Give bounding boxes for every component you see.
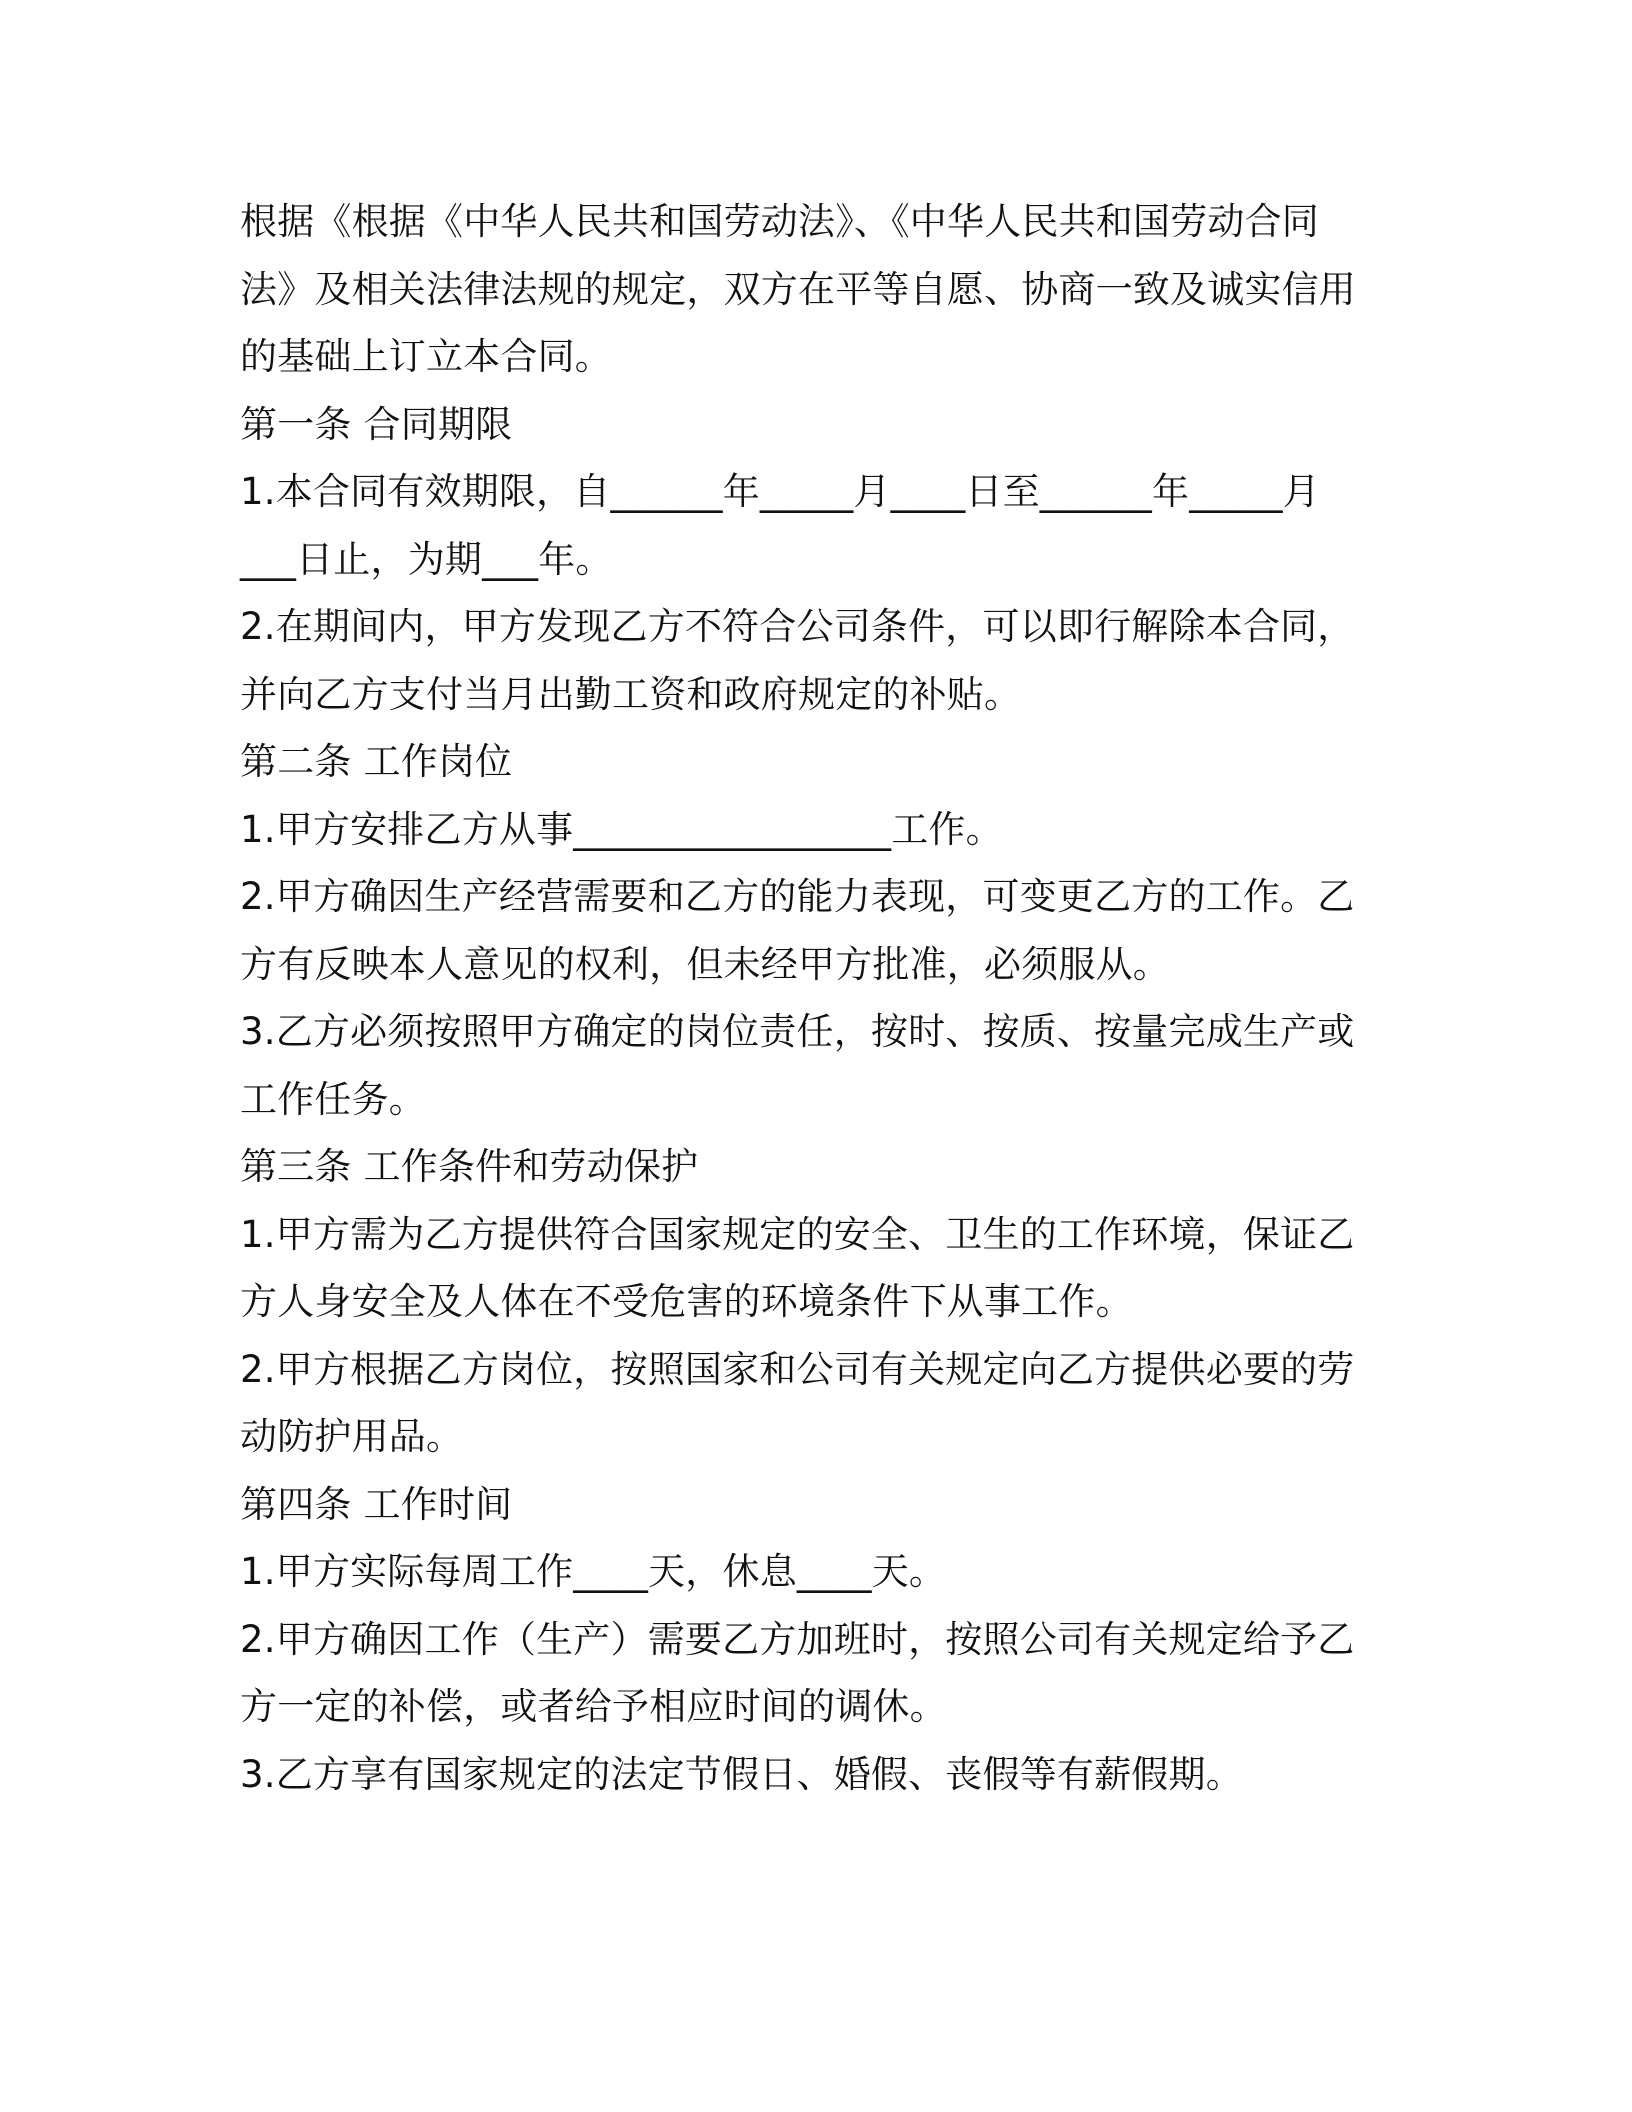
article-1-clause-1-cont: ___日止，为期___年。 (240, 537, 613, 581)
article-2-clause-2-cont: 方有反映本人意见的权利，但未经甲方批准，必须服从。 (240, 942, 1170, 986)
article-3-clause-2: 2.甲方根据乙方岗位，按照国家和公司有关规定向乙方提供必要的劳 (240, 1347, 1355, 1391)
article-3-clause-1: 1.甲方需为乙方提供符合国家规定的安全、卫生的工作环境，保证乙 (240, 1212, 1355, 1256)
article-4-clause-3: 3.乙方享有国家规定的法定节假日、婚假、丧假等有薪假期。 (240, 1752, 1243, 1796)
article-2-clause-2: 2.甲方确因生产经营需要和乙方的能力表现，可变更乙方的工作。乙 (240, 875, 1355, 918)
article-1-clause-2-cont: 并向乙方支付当月出勤工资和政府规定的补贴。 (240, 672, 1022, 716)
article-2-clause-3-cont: 工作任务。 (240, 1077, 426, 1121)
intro-line-1: 根据《根据《中华人民共和国劳动法》、《中华人民共和国劳动合同 (240, 200, 1319, 243)
article-4-clause-1: 1.甲方实际每周工作____天，休息____天。 (240, 1550, 947, 1593)
article-1-heading: 第一条 合同期限 (240, 402, 513, 446)
article-3-clause-2-cont: 动防护用品。 (240, 1415, 464, 1458)
intro-line-3: 的基础上订立本合同。 (240, 335, 612, 378)
article-2-clause-1: 1.甲方安排乙方从事_________________工作。 (240, 807, 1003, 851)
article-1-clause-2: 2.在期间内，甲方发现乙方不符合公司条件，可以即行解除本合同， (240, 605, 1355, 648)
article-2-heading: 第二条 工作岗位 (240, 740, 513, 783)
article-4-clause-2: 2.甲方确因工作（生产）需要乙方加班时，按照公司有关规定给予乙 (240, 1617, 1355, 1661)
intro-line-2: 法》及相关法律法规的规定，双方在平等自愿、协商一致及诚实信用 (240, 267, 1356, 311)
article-1-clause-1: 1.本合同有效期限，自______年_____月____日至______年_____月 (240, 470, 1320, 513)
article-3-heading: 第三条 工作条件和劳动保护 (240, 1145, 699, 1188)
article-2-clause-3: 3.乙方必须按照甲方确定的岗位责任，按时、按质、按量完成生产或 (240, 1010, 1355, 1053)
article-4-heading: 第四条 工作时间 (240, 1482, 513, 1526)
article-4-clause-2-cont: 方一定的补偿，或者给予相应时间的调休。 (240, 1685, 947, 1728)
document-body (240, 188, 1370, 1808)
article-3-clause-1-cont: 方人身安全及人体在不受危害的环境条件下从事工作。 (240, 1280, 1133, 1323)
